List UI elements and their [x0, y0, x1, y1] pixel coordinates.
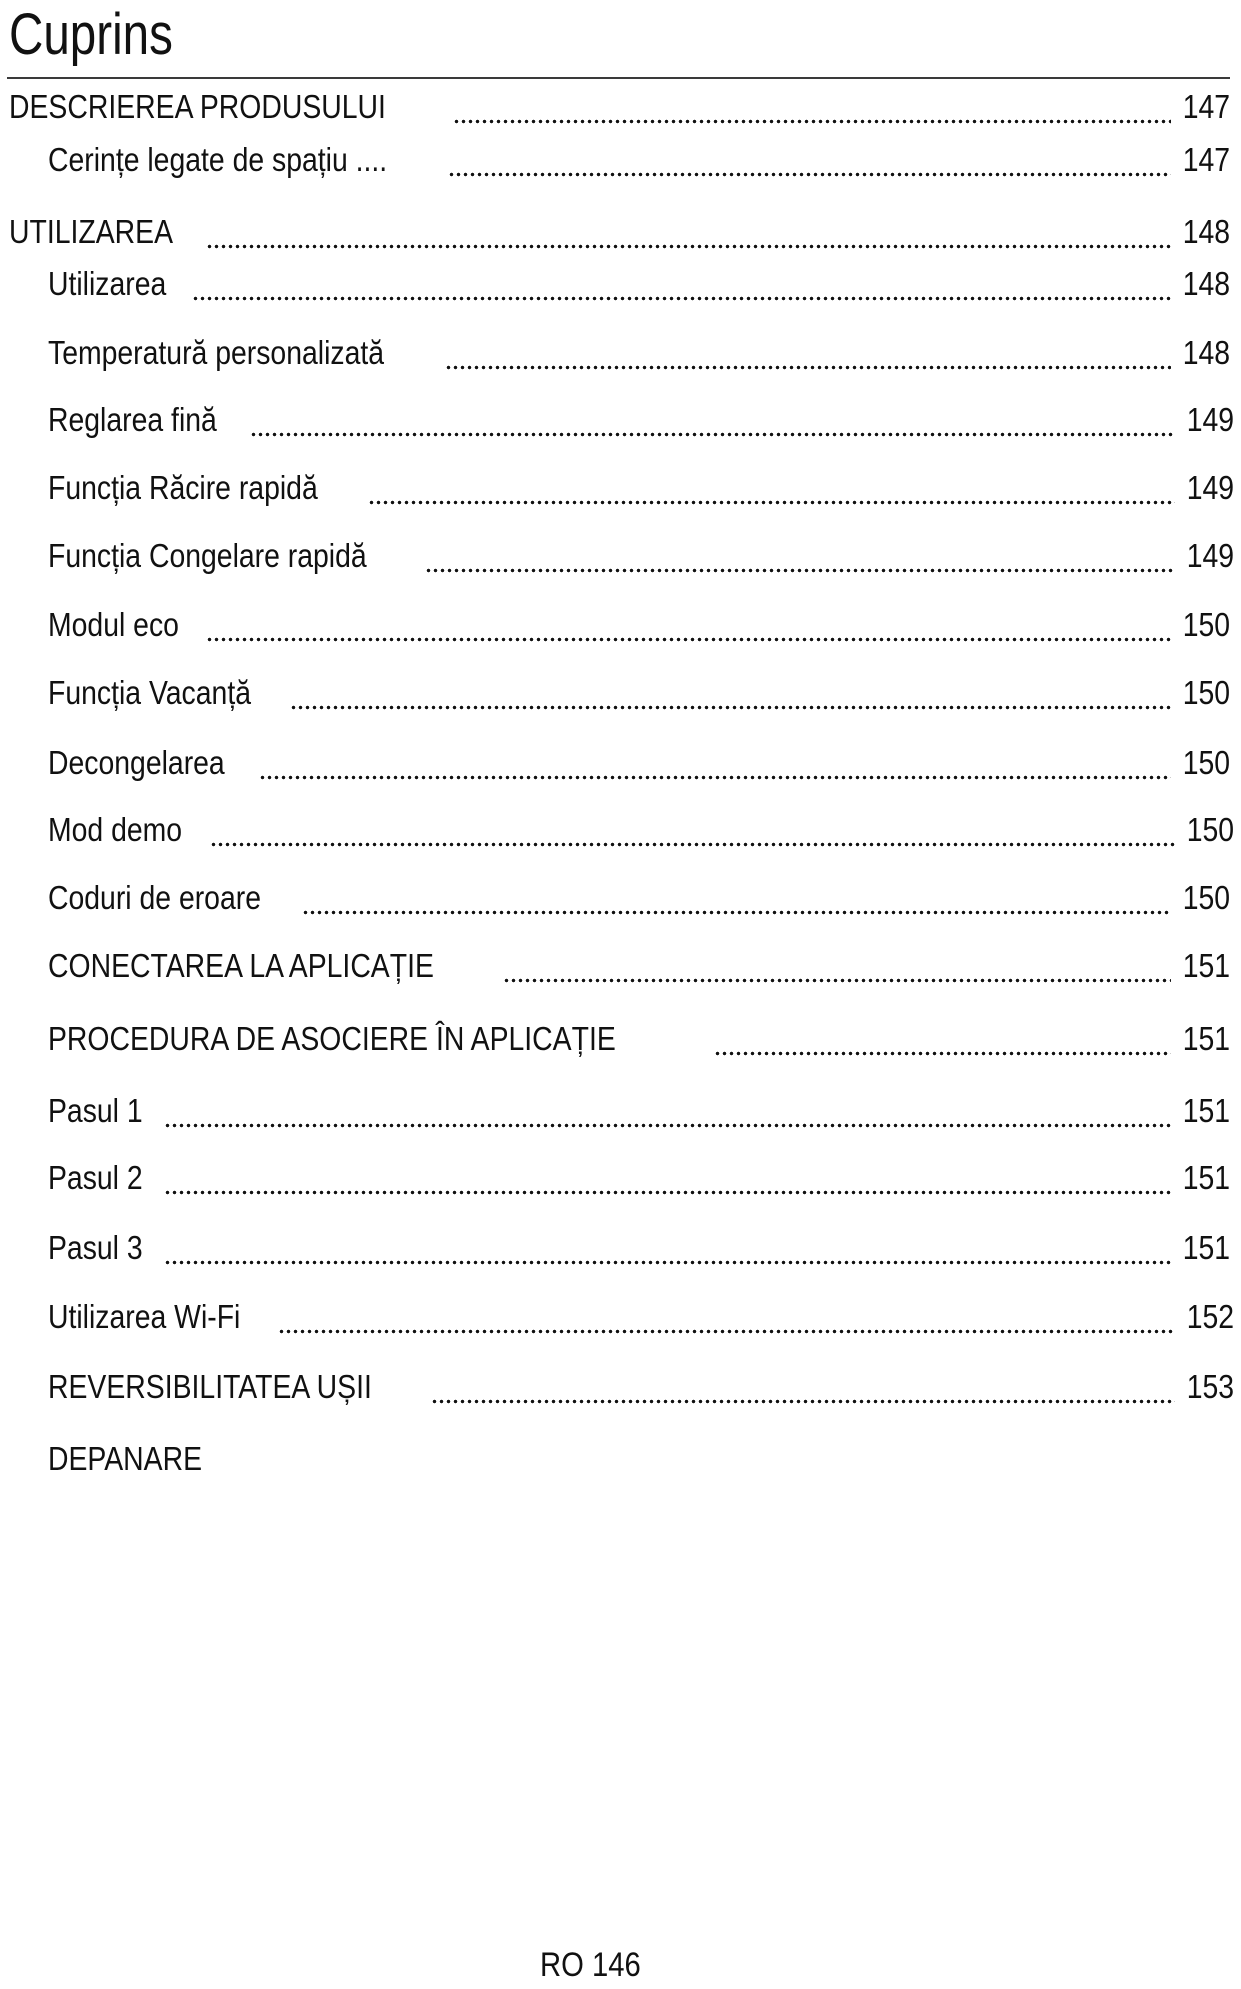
toc-entry[interactable] — [48, 534, 1234, 578]
toc-entry[interactable] — [48, 1017, 1230, 1061]
toc-entry-label: Coduri de eroare — [48, 879, 261, 916]
toc-entry-page-number: 150 — [1182, 606, 1230, 643]
toc-entry-page-number: 151 — [1182, 1229, 1230, 1266]
toc-entry[interactable] — [48, 876, 1230, 920]
toc-entry-label: Reglarea fină — [48, 401, 217, 438]
toc-entry[interactable] — [9, 85, 1230, 129]
toc-entry-label: Funcția Vacanță — [48, 674, 251, 711]
dot-leader — [164, 1226, 1171, 1270]
toc-entry-page-number: 149 — [1186, 469, 1234, 506]
toc-entry[interactable] — [48, 331, 1230, 375]
toc-entry-label: Pasul 2 — [48, 1159, 143, 1196]
toc-entry[interactable] — [48, 1295, 1234, 1339]
toc-entry-page-number: 150 — [1182, 674, 1230, 711]
dot-leader — [210, 808, 1175, 852]
toc-entry[interactable] — [48, 671, 1230, 715]
dot-leader — [164, 1156, 1171, 1200]
toc-entry[interactable] — [48, 1437, 1234, 1481]
toc-entry-page-number: 149 — [1186, 537, 1234, 574]
toc-entry-label: CONECTAREA LA APLICAȚIE — [48, 947, 434, 984]
dot-leader — [445, 331, 1171, 375]
dot-leader — [368, 466, 1175, 510]
toc-entry[interactable] — [48, 603, 1230, 647]
toc-entry[interactable] — [48, 1365, 1234, 1409]
toc-entry-label: DESCRIEREA PRODUSULUI — [9, 88, 386, 125]
dot-leader — [250, 398, 1175, 442]
toc-entry-page-number: 150 — [1186, 811, 1234, 848]
page-title: Cuprins — [9, 2, 173, 67]
toc-entry-page-number: 151 — [1182, 1159, 1230, 1196]
toc-entry[interactable] — [48, 944, 1230, 988]
toc-entry-page-number: 151 — [1182, 1092, 1230, 1129]
toc-entry-page-number: 148 — [1182, 265, 1230, 302]
toc-entry[interactable] — [48, 466, 1234, 510]
toc-entry-page-number: 151 — [1182, 1020, 1230, 1057]
toc-entry-label: Funcția Congelare rapidă — [48, 537, 367, 574]
dot-leader — [453, 85, 1171, 129]
dot-leader — [206, 210, 1171, 254]
toc-entry-page-number: 152 — [1186, 1298, 1234, 1335]
toc-entry[interactable] — [48, 398, 1234, 442]
toc-entry[interactable] — [48, 1089, 1230, 1133]
toc-entry-page-number: 150 — [1182, 744, 1230, 781]
toc-entry-page-number: 150 — [1182, 879, 1230, 916]
toc-entry-label: Modul eco — [48, 606, 179, 643]
toc-entry-label: Temperatură personalizată — [48, 334, 385, 371]
toc-entry-page-number: 153 — [1186, 1368, 1234, 1405]
dot-leader — [302, 876, 1171, 920]
dot-leader — [448, 138, 1171, 182]
dot-leader — [164, 1089, 1171, 1133]
toc-entry[interactable] — [9, 210, 1230, 254]
dot-leader — [259, 741, 1170, 785]
toc-entry[interactable] — [48, 808, 1234, 852]
dot-leader — [278, 1295, 1175, 1339]
toc-entry-page-number: 151 — [1182, 947, 1230, 984]
toc-entry-page-number: 148 — [1182, 213, 1230, 250]
toc-entry-label: DEPANARE — [48, 1440, 203, 1477]
dot-leader — [206, 603, 1171, 647]
toc-entry-label: Pasul 3 — [48, 1229, 143, 1266]
dot-leader — [503, 944, 1171, 988]
dot-leader — [192, 262, 1171, 306]
toc-entry-label: PROCEDURA DE ASOCIERE ÎN APLICAȚIE — [48, 1020, 616, 1057]
toc-entry[interactable] — [48, 138, 1230, 182]
dot-leader — [714, 1017, 1171, 1061]
toc-entry[interactable] — [48, 1226, 1230, 1270]
toc-entry-label: REVERSIBILITATEA UȘII — [48, 1368, 372, 1405]
toc-entry-label: Decongelarea — [48, 744, 225, 781]
dot-leader — [290, 671, 1171, 715]
toc-entry[interactable] — [48, 262, 1230, 306]
toc-entry-label: Utilizarea Wi-Fi — [48, 1298, 241, 1335]
toc-entry[interactable] — [48, 1156, 1230, 1200]
toc-entry-page-number: 148 — [1182, 334, 1230, 371]
toc-entry-label: Pasul 1 — [48, 1092, 143, 1129]
toc-entry-page-number: 149 — [1186, 401, 1234, 438]
toc-entry-label: Cerințe legate de spațiu .... — [48, 141, 388, 178]
page-number-footer: RO 146 — [540, 1946, 641, 1984]
toc-entry-page-number: 147 — [1182, 88, 1230, 125]
toc-entry-label: Mod demo — [48, 811, 183, 848]
toc-entry-label: UTILIZAREA — [9, 213, 174, 250]
toc-entry-page-number: 147 — [1182, 141, 1230, 178]
toc-entry[interactable] — [48, 741, 1230, 785]
toc-entry-label: Utilizarea — [48, 265, 167, 302]
toc-entry-label: Funcția Răcire rapidă — [48, 469, 318, 506]
dot-leader — [431, 1365, 1175, 1409]
dot-leader — [425, 534, 1175, 578]
